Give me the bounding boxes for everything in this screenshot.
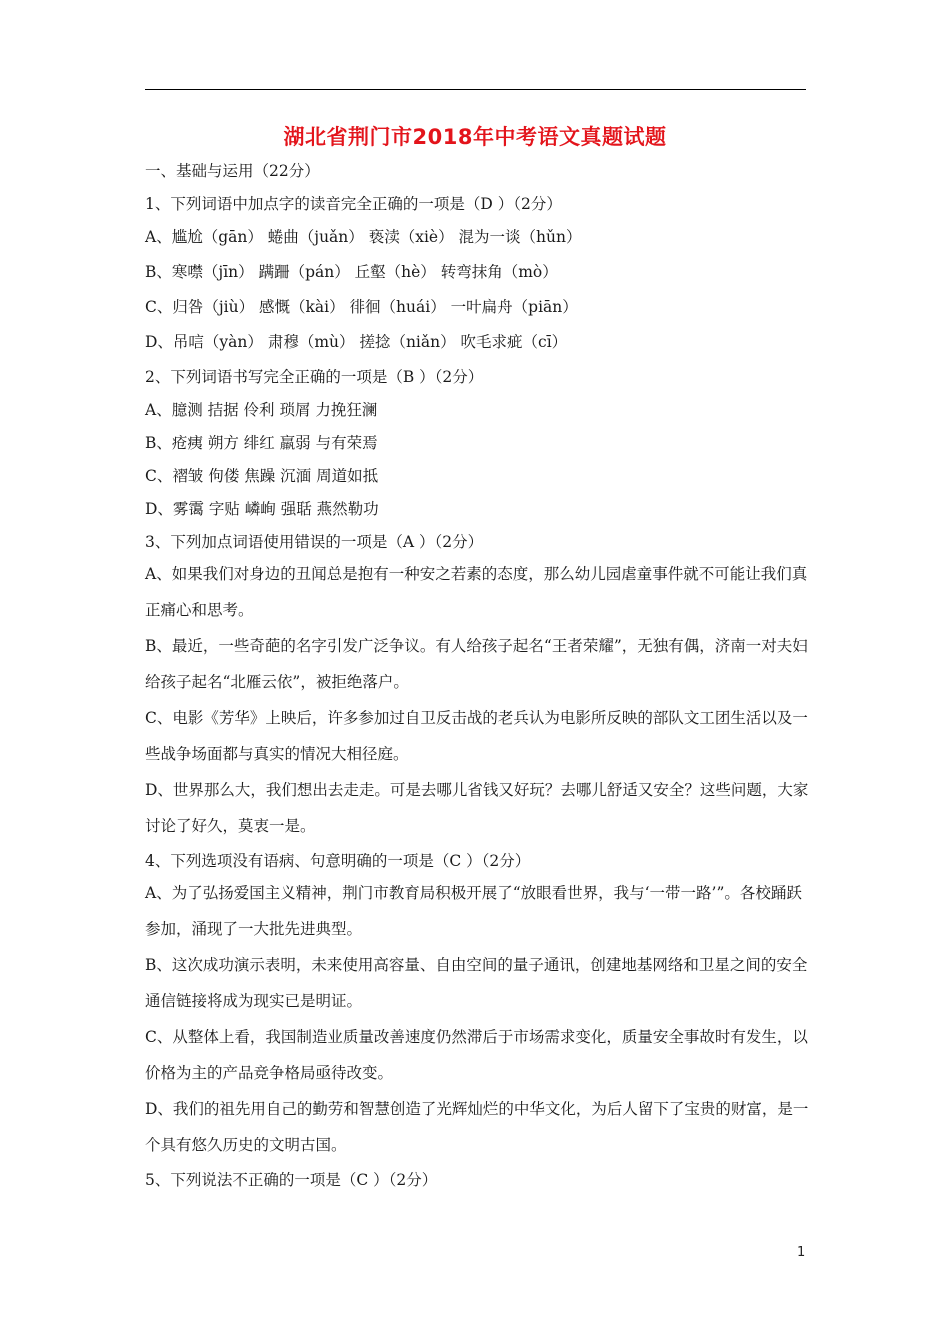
question-2: 2、下列词语书写完全正确的一项是（B ）（2分） — [145, 368, 484, 386]
question-4-option-c: C、从整体上看，我国制造业质量改善速度仍然滞后于市场需求变化，质量安全事故时有发生，以价格为主的产品竞争格局亟待改变。 — [145, 1028, 808, 1082]
question-4: 4、下列选项没有语病、句意明确的一项是（C ）（2分） — [145, 852, 531, 870]
question-3-option-a: A、如果我们对身边的丑闻总是抱有一种安之若素的态度，那么幼儿园虐童事件就不可能让我们真正痛心和思考。 — [145, 565, 808, 619]
question-4-option-b: B、这次成功演示表明，未来使用高容量、自由空间的量子通讯，创建地基网络和卫星之间的安全通信链接将成为现实已是明证。 — [145, 956, 808, 1010]
question-1-option-b: B、寒噤（jīn） 蹒跚（pán） 丘壑（hè） 转弯抹角（mò） — [145, 263, 558, 281]
question-2-option-a: A、臆测 拮据 伶利 琐屑 力挽狂澜 — [145, 401, 378, 419]
question-1-option-a: A、尴尬（gān） 蜷曲（juǎn） 亵渎（xiè） 混为一谈（hǔn） — [145, 228, 582, 246]
question-3-option-d: D、世界那么大，我们想出去走走。可是去哪儿省钱又好玩？去哪儿舒适又安全？这些问题，大家讨论了好久，莫衷一是。 — [145, 781, 809, 835]
section-heading: 一、基础与运用（22分） — [145, 162, 320, 180]
question-2-option-d: D、雾霭 字贴 嶙峋 强聒 燕然勒功 — [145, 500, 379, 518]
question-2-option-c: C、褶皱 佝偻 焦躁 沉湎 周道如抵 — [145, 467, 379, 485]
question-5: 5、下列说法不正确的一项是（C ）（2分） — [145, 1171, 438, 1189]
question-4-option-d: D、我们的祖先用自己的勤劳和智慧创造了光辉灿烂的中华文化，为后人留下了宝贵的财富，是一个具有悠久历史的文明古国。 — [145, 1100, 809, 1154]
page-number: 1 — [797, 1245, 806, 1260]
question-3: 3、下列加点词语使用错误的一项是（A ）（2分） — [145, 533, 484, 551]
question-2-option-b: B、疮痍 朔方 绯红 羸弱 与有荣焉 — [145, 434, 378, 452]
document-title: 湖北省荆门市2018年中考语文真题试题 — [283, 125, 667, 149]
question-3-option-b: B、最近，一些奇葩的名字引发广泛争议。有人给孩子起名“王者荣耀”，无独有偶，济南一对夫妇给孩子起名“北雁云依”，被拒绝落户。 — [145, 637, 808, 691]
question-4-option-a: A、为了弘扬爱国主义精神，荆门市教育局积极开展了“放眼看世界，我与‘一带一路’”。各校踊跃参加，涌现了一大批先进典型。 — [145, 884, 802, 938]
header-rule — [145, 89, 806, 90]
question-1-option-d: D、吊唁（yàn） 肃穆（mù） 搓捻（niǎn） 吹毛求疵（cī） — [145, 333, 568, 351]
question-3-option-c: C、电影《芳华》上映后，许多参加过自卫反击战的老兵认为电影所反映的部队文工团生活以及一些战争场面都与真实的情况大相径庭。 — [145, 709, 808, 763]
question-1-option-c: C、归咎（jiù） 感慨（kài） 徘徊（huái） 一叶扁舟（piān） — [145, 298, 578, 316]
question-1: 1、下列词语中加点字的读音完全正确的一项是（D ）（2分） — [145, 195, 562, 213]
document-body — [145, 160, 810, 1191]
